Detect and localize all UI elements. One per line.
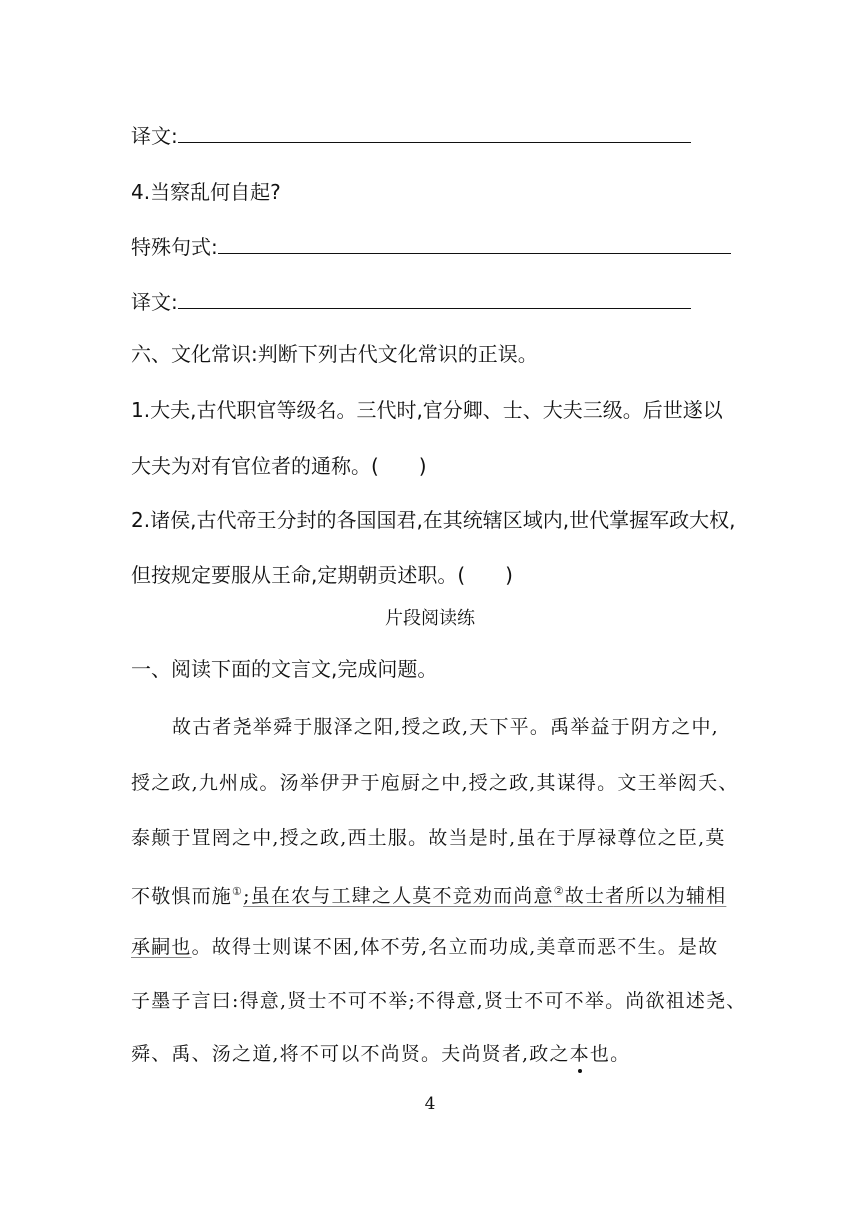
passage-line-3: 泰颠于罝罔之中,授之政,西土服。故当是时,虽在于厚禄尊位之臣,莫 bbox=[131, 827, 726, 849]
q4-syntax-line bbox=[131, 233, 731, 259]
underlined-sentence: 承嗣也 bbox=[131, 936, 192, 958]
item-2-line-2: 但按规定要服从王命,定期朝贡述职。( ) bbox=[131, 563, 513, 587]
item-1-line-2: 大夫为对有官位者的通称。( ) bbox=[131, 454, 427, 478]
syntax-label: 特殊句式: bbox=[131, 235, 218, 259]
passage-text: 。故得士则谋不困,体不劳,名立而功成,美章而恶不生。是故 bbox=[191, 936, 719, 958]
exercise-1-heading: 一、阅读下面的文言文,完成问题。 bbox=[131, 657, 438, 681]
footnote-marker: ② bbox=[553, 885, 565, 898]
answer-blank[interactable] bbox=[218, 233, 731, 254]
q4-translation-line bbox=[131, 288, 691, 314]
passage-line-4 bbox=[131, 880, 726, 908]
section-title: 片段阅读练 bbox=[385, 608, 475, 629]
passage-line-5 bbox=[131, 935, 718, 959]
translation-label: 译文: bbox=[131, 124, 178, 148]
q3-translation-line bbox=[131, 122, 691, 148]
passage-line-1: 故古者尧举舜于服泽之阳,授之政,天下平。禹举益于阴方之中, bbox=[172, 716, 719, 738]
section-6-heading: 六、文化常识:判断下列古代文化常识的正误。 bbox=[131, 342, 538, 366]
passage-text: ;虽在农与工肆之人莫不竞劝而尚意 bbox=[243, 885, 554, 908]
item-2-line-1: 2.诸侯,古代帝王分封的各国国君,在其统辖区域内,世代掌握军政大权, bbox=[131, 508, 736, 532]
passage-line-2: 授之政,九州成。汤举伊尹于庖厨之中,授之政,其谋得。文王举闳夭、 bbox=[131, 772, 739, 794]
passage-text: 舜、禹、汤之道,将不可以不尚贤。夫尚贤者,政之 bbox=[131, 1043, 570, 1065]
passage-text: 不敬惧而施 bbox=[131, 885, 233, 908]
page-number: 4 bbox=[424, 1094, 436, 1114]
translation-label: 译文: bbox=[131, 290, 178, 314]
footnote-marker: ① bbox=[232, 885, 244, 898]
passage-text: 也。 bbox=[589, 1043, 631, 1065]
question-4: 4.当察乱何自起? bbox=[131, 180, 281, 204]
passage-line-7 bbox=[131, 1042, 630, 1066]
answer-blank[interactable] bbox=[178, 122, 691, 143]
emphasized-character: 本 bbox=[569, 1043, 590, 1065]
passage-text: 故士者所以为辅相 bbox=[564, 885, 727, 908]
answer-blank[interactable] bbox=[178, 288, 691, 309]
item-1-line-1: 1.大夫,古代职官等级名。三代时,官分卿、士、大夫三级。后世遂以 bbox=[131, 398, 723, 422]
passage-line-6: 子墨子言曰:得意,贤士不可不举;不得意,贤士不可不举。尚欲祖述尧、 bbox=[131, 990, 747, 1012]
underlined-sentence bbox=[243, 885, 726, 907]
